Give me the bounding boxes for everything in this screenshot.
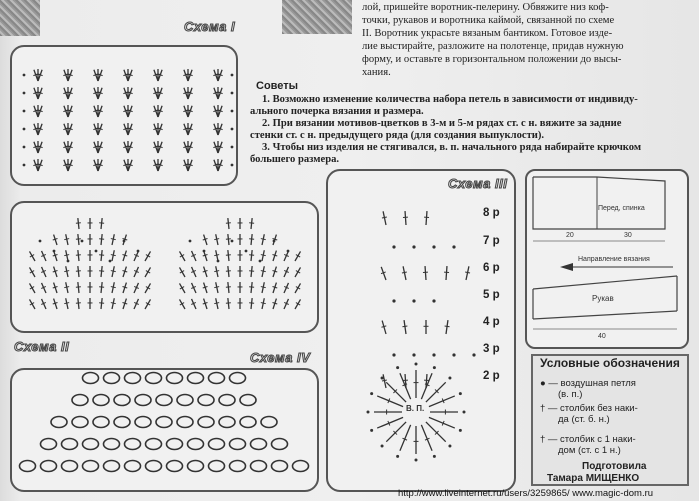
dim-30: 30 bbox=[624, 232, 632, 239]
photo-fragment-left bbox=[0, 0, 40, 36]
legend-item: да (ст. б. н.) bbox=[558, 414, 610, 425]
tip-line: 2. При вязании мотивов-цветков в 3-м и 5-м рядах ст. с н. вяжите за задние bbox=[262, 118, 622, 129]
credits-line-1: Подготовила bbox=[582, 461, 647, 472]
legend-item: дом (ст. с 1 н.) bbox=[558, 445, 621, 456]
tip-line: 3. Чтобы низ изделия не стягивался, в. п. начального ряда набирайте крючком bbox=[262, 142, 642, 153]
scheme-3-label: Схема III bbox=[448, 176, 508, 191]
scheme-1-label: Схема I bbox=[184, 19, 236, 34]
scheme-border-diagram bbox=[10, 201, 319, 333]
text-line: точки, рукавов и воротника каймой, связанной по схеме bbox=[362, 15, 615, 26]
dim-20: 20 bbox=[566, 232, 574, 239]
tips-title: Советы bbox=[256, 80, 299, 92]
tip-line: стенки ст. с н. предыдущего ряда (для создания выпуклости). bbox=[250, 130, 545, 141]
photo-fragment-center bbox=[282, 0, 352, 34]
legend-item: † — столбик без наки- bbox=[540, 403, 638, 414]
scheme-1-diagram bbox=[10, 45, 238, 185]
watermark-url: http://www.liveinternet.ru/users/3259865/ www.magic-dom.ru bbox=[398, 488, 654, 499]
row-label: 2 р bbox=[483, 370, 500, 382]
row-label: 3 р bbox=[483, 343, 500, 355]
legend-title: Условные обозначения bbox=[540, 356, 680, 370]
text-line: лие выстирайте, разложите на полотенце, придав нужную bbox=[362, 41, 624, 52]
scheme-2-diagram bbox=[10, 368, 319, 492]
row-label: 6 р bbox=[483, 262, 500, 274]
row-label: 7 р bbox=[483, 235, 500, 247]
legend-item: † — столбик с 1 наки- bbox=[540, 434, 636, 445]
row-label: 4 р bbox=[483, 316, 500, 328]
tip-line: 1. Возможно изменение количества набора петель в зависимости от индивиду- bbox=[262, 94, 638, 105]
scheme-2-label: Схема II bbox=[14, 339, 70, 354]
text-line: лой, пришейте воротник-пелерину. Обвяжите низ коф- bbox=[362, 2, 609, 13]
row-label: 5 р bbox=[483, 289, 500, 301]
row-label: 8 р bbox=[483, 207, 500, 219]
text-line: хания. bbox=[362, 67, 391, 78]
dim-40: 40 bbox=[598, 333, 606, 340]
direction-label: Направление вязания bbox=[578, 256, 650, 263]
front-back-label: Перед, спинка bbox=[598, 205, 645, 212]
tip-line: ального почерка вязания и размера. bbox=[250, 106, 424, 117]
tip-line: большего размера. bbox=[250, 154, 340, 165]
credits-line-2: Тамара МИЩЕНКО bbox=[547, 473, 640, 484]
text-line: форму, и оставьте в горизонтальном положении до высы- bbox=[362, 54, 622, 65]
sleeve-label: Рукав bbox=[592, 294, 614, 303]
center-label: В. П. bbox=[406, 404, 425, 413]
legend-item: (в. п.) bbox=[558, 389, 583, 400]
text-line: II. Воротник украсьте вязаным бантиком. Готовое изде- bbox=[362, 28, 613, 39]
scheme-4-label: Схема IV bbox=[250, 350, 311, 365]
legend-item: ● — воздушная петля bbox=[540, 378, 636, 389]
